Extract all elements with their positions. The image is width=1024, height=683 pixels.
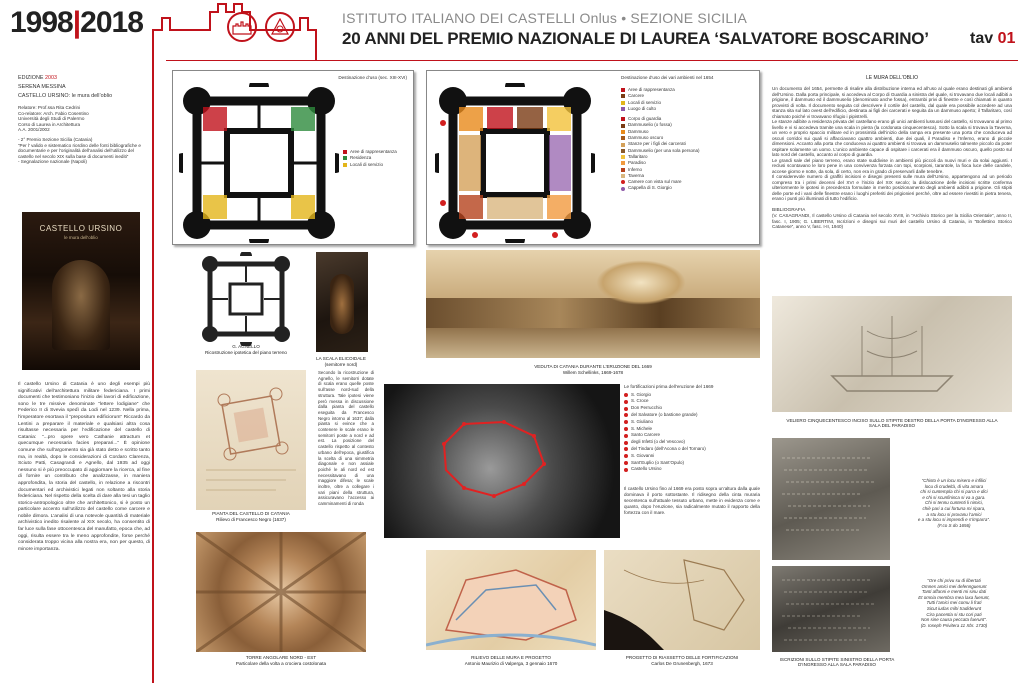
fortification-item (624, 405, 760, 412)
quote-line: chiè pari a cui fortuna mi ripara, (922, 505, 986, 511)
credit-line: Corso di Laurea in Architettura (18, 121, 81, 127)
edition-year: 2003 (44, 75, 57, 81)
rilievo-map (426, 550, 596, 650)
room-label: Dammuselio (per una sola persona) (628, 147, 700, 153)
tav-number: 01 (997, 30, 1016, 47)
fortifications-legend (624, 384, 760, 473)
plan1-legend (343, 149, 397, 168)
veduta-painting (426, 250, 760, 358)
quote-line: Cira pacentia si stu cori pati (926, 611, 982, 617)
legend-label: Locali di servizio (628, 99, 662, 105)
tav-word: tav (970, 30, 994, 47)
marker-item (621, 185, 700, 191)
inscription-photo-2 (772, 566, 890, 652)
negro-plan-image (196, 370, 306, 510)
mura-paragraph: Un documento del 1654, permette di risalire alla distribuzione interna ed all’uso al quale erano destinati gli ambienti dell’Ursino. Dalla porta principale, si accedeva al Corpo di Guardia a sinistra del quale, si trovavano due locali adibiti a prigione, il dammuso ed il dammuselio (denominato anche fossa), entrambi privi di finestre e così chiamati in quanto provvisti di volta. Il documento seguita col descrivere il cortile del castello, dal quale era possibile accedere ad una stanza sita sul lato ovest dell’edificio, destinata ai figli dei carcerati e seguita da un dammuso aperto; il Tallaritaro, così chiamato poiché vi trovavano rifugio i pipistrelli. (772, 86, 1012, 119)
room-label: Inferno (628, 166, 643, 172)
book-cover-subtitle: le mura dell'oblio (64, 235, 98, 240)
year-separator: | (72, 6, 81, 39)
progetto-caption-sub: Carlos De Grunenbergh, 1673 (651, 661, 713, 666)
quote-line: a stu locu si provanu l’amici (926, 511, 982, 517)
credit-line: A.A. 2001/2002 (18, 127, 50, 133)
section-logo (265, 12, 295, 42)
quote-line: Omnes amici mei defennguerunt (921, 583, 987, 589)
agnello-caption-sub: Ricostruzione ipotetica del piano terreno (205, 350, 287, 355)
plan2-panel (426, 70, 760, 245)
author: SERENA MESSINA (18, 84, 66, 90)
quote-author: (F.co S do 1656) (937, 522, 971, 528)
fortification-label: del Salvatore (o bastione grande) (631, 411, 698, 417)
legend-label: Aree di rappresentanza (628, 87, 675, 92)
fortification-label: S. Michele (631, 425, 653, 431)
plan2-drawing (435, 83, 595, 243)
quote-line: “Ore chi privu su di libertati (927, 578, 981, 583)
room-label: Taverna (628, 172, 645, 178)
edition-label: EDIZIONE (18, 75, 44, 81)
mura-text (772, 86, 1012, 230)
scala-text: Secondo la ricostruzione di Agnello, le semitorri dotate di scala erano quelle poste sull’asse nord-sud della struttura. Tale ipotesi viene però messa in discussione dalla pianta del castello eseguita da Francesco Negro intorno al 1637; dalla pianta si evince che a contenere le scale erano le semitorri poste a nord e ad est. La posizione del castello rispetto al contesto urbano dell’epoca, giustifica la scelta di una simmetria diagonale e non assiale poiché le ali nord ed est necessitavano di una maggiore difesa; le scale inoltre, oltre a collegare i vari piani della struttura, assicuravano l’accesso ai camminamenti di ronda (318, 370, 374, 507)
fortification-label: S. Croce (631, 398, 649, 404)
room-label: Corpo di guardia (628, 116, 662, 122)
mura-title: LE MURA DELL’OBLIO (866, 75, 918, 81)
fortification-item (624, 398, 760, 405)
fortification-label: degli Infetti (o del Vescovo) (631, 439, 686, 445)
fortification-item (624, 412, 760, 419)
quote-line: Et omnia membra mea laxa fuerunt, (918, 594, 990, 600)
legend-label: Residenza (350, 155, 372, 161)
fortification-label: Sant’Euplio (o Sant’Opulo) (631, 459, 685, 465)
room-label: Dammuso (628, 128, 649, 134)
plan2-title: Destinazione d’uso dei vari ambienti nel 1654 (621, 75, 714, 80)
book-cover-image (22, 212, 140, 370)
marker-label: Cappella di S. Giorgio (628, 185, 672, 191)
veliero-graffiti-photo (772, 296, 1012, 412)
award: - 2° Premio Sezione Sicilia (Catania) (18, 136, 93, 142)
room-label: Paradiso (628, 160, 646, 166)
mura-paragraph: Le grandi sale del piano terreno, erano state suddivise in ambienti più piccoli da nuovi muri e da solai aggiunti. I reclusi scontavano le loro pene in una convivenza forzata con topi, scorpioni, tarantole, la fioca luce delle candele, accese giorno e notte, da sola, di certo, non era in grado di preservarli dalle tenebre. (772, 157, 1012, 174)
mura-paragraph: Il considerevole numero di graffiti incisioni e disegni presenti sulle mura dell’Ursino, appartengono ad un periodo compreso tra i primi decenni del XVI e l’inizio del XIX secolo; la dislocazione delle incisioni scritte conferma ulteriormente le ipotesi in precedenza formulate in merito posizionamento degli ambienti adibiti a prigione. Gli stipiti delle porte ed i vani delle finestre erano i luoghi preferiti dei prigionieri perché, oltre ad essere rivestiti in pietra tenera, erano i punti più illuminati di tutto l’edificio. (772, 174, 1012, 201)
scala-subtitle: (semitorre nord) (324, 362, 358, 367)
veliero-caption: VELIERO CINQUECENTESCO INCISO SULLO STIPITE DESTRO DELLA PORTA D’INGRESSO ALLA SALA DEL PARADISO (786, 418, 998, 429)
room-label: Dammuselio (o fossa) (628, 122, 672, 128)
agnello-plan-image (196, 252, 296, 346)
room-label: Tallaritaro (628, 153, 648, 159)
quote-line: Tanti affanni e menti mi sinu dati (921, 589, 987, 595)
bibliography-text: (V. CASAGRANDI, Il castello Ursino di Catania nel secolo XVIII, in “Archivio Storico per la Sicilia Orientale”, anno II, fasc. I, 1905; G. LIBERTINI, Iscrizioni e disegni sui muri del castello Ursino di Catania, in “Bollettino Storico Catanese”, anno V, fasc. I-II, 1940) (772, 213, 1012, 230)
year-start: 1998 (10, 6, 73, 39)
header-years (10, 4, 143, 42)
quote-line: “Chisto è un locu misero e infilici (921, 478, 987, 483)
fortification-item (624, 446, 760, 453)
plan1-panel (172, 70, 414, 245)
org-line (342, 10, 747, 26)
intro-text: Il castello Ursino di Catania è uno degli esempi più significativi dell’architettura militare federiciana. I primi documenti che testimoniano l’inizio dei lavori di edificazione, sono le tre missive denominate “lettere lodigiane” che Federico II di Svevia spedì da Lodi nel 1239. Nella prima, l’imperatore esortava il “prepositum edificiorum” Riccardo da Lentini a preparare il materiale e qualsiasi altra cosa risultasse necessaria per l’edificazione del castello di Catania: “...pro opere vero Cathanie attractum et quecumque necessaria facies preparari...” È opinione comune che sull’argomento sia già stato detto e scritto tanto ma, in realtà, dopo le considerazioni di Cordaro Clarenza, Sciuto Patti, Casagrandi e Agnello, dal 1935 ad oggi nessuno si è più preoccupato di aggiornare la ricerca, al fine di fornire un contributo che analizzasse, in maniera approfondita, la storia del castello, in relazione a riscontri documentari ed archivistici legati non soltanto alla storia federiciana. Nel rispetto della scelta di dare alla tesi un taglio storico-antropologico oltre che architettonico, si è posto un particolare accento sull’utilizzo del castello come carcere e nobile dimora. L’analisi di una notevole quantità di materiale archivistico inedito risalente al XIX secolo, ha consentito di far luce sulla fase ottocentesca del manufatto, epoca che, ad oggi, risulta essere tra le meno approfondite, forse perché considerata troppo vicina alla nostra era, non per questo, di minore importanza. (18, 382, 150, 552)
veduta-caption-sub: Willem Schellinks, 1669-1678 (562, 370, 624, 375)
credit-line: Università degli Studi di Palermo (18, 116, 85, 122)
fortification-label: Santo Carcere (631, 432, 661, 438)
fortification-label: Don Perrucchio (631, 405, 663, 411)
header-rule (166, 60, 1018, 61)
org-bullet: • (621, 10, 627, 26)
edition-line (18, 74, 150, 83)
legend-label: Locali di servizio (350, 161, 384, 167)
progetto-caption-title: PROGETTO DI RIASSETTO DELLE FORTIFICAZIONI (625, 655, 739, 660)
bibliography-title: BIBLIOGRAFIA (772, 207, 806, 213)
fortification-item (624, 460, 760, 467)
rilievo-caption-title: RILIEVO DELLE MURA E PROGETTO (471, 655, 551, 660)
marker-label: Camere con vista sul mare (628, 179, 682, 185)
tower-caption-title: TORRE ANGOLARE NORD - EST (245, 655, 317, 660)
room-label: Dammuso oscuro (628, 135, 664, 141)
main-title: 20 ANNI DEL PREMIO NAZIONALE DI LAUREA ‘SALVATORE BOSCARINO’ (342, 29, 929, 48)
legend-item (343, 162, 397, 168)
edition-block (18, 74, 150, 165)
quote2-block (892, 578, 1016, 628)
plan1-drawing (179, 83, 339, 243)
quote1-block (892, 478, 1016, 528)
quote-line: locu di crudeltà, di vita amara (924, 483, 984, 489)
quote-line: e a stu locu si imprendi e s’imparra”. (917, 517, 991, 523)
fortification-item (624, 453, 760, 460)
fortifications-text: Il castello Ursino fino al 1669 era posto sopra un’altura dalla quale dominava il porto sottostante. Il ridisegno della cinta muraria secentesca sull’attuale tessuto urbano, mette in evidenza come e quanto, dopo l’eruzione, sia radicalmente mutato il rapporto della fortezza con il mare. (624, 486, 760, 515)
quote-line: Tutti l’amici mei comu li frati (926, 600, 982, 606)
quote-line: Non sine causa peccata fuerunt”. (920, 617, 988, 623)
agnello-caption-title: G. AGNELLO (232, 344, 260, 349)
org-section: SEZIONE SICILIA (630, 10, 747, 26)
negro-caption-sub: Rilievo di Francesco Negro (1637) (216, 517, 286, 522)
award-secondary: - Segnalazione nazionale (Napoli) (18, 159, 87, 165)
room-label: Stanze per i figli dei carcerati (628, 141, 686, 147)
year-end: 2018 (80, 6, 143, 39)
rilievo-caption-sub: Antonio Maurizio di Valperga, 3 gennaio 1670 (464, 661, 558, 666)
fortification-item (624, 419, 760, 426)
org-title: ISTITUTO ITALIANO DEI CASTELLI Onlus (342, 10, 618, 26)
plan1-title: Destinazione d’uso (sec. XIII-XVI) (338, 75, 407, 80)
quote-line: e chi si scunfinisca si va a gara. (922, 494, 986, 500)
credit-line: Co-relatore: Arch. Fabio Cosentino (18, 110, 89, 116)
scala-title: LA SCALA ELICOIDALE (316, 356, 366, 361)
quote-line: Sicut iudas mihi tradiderunt (926, 605, 982, 611)
thesis-title: CASTELLO URSINO: le mura dell’oblio (18, 93, 113, 99)
tower-vault-photo (196, 532, 366, 652)
mura-paragraph: Le stanze adibite a residenza privata del castellano erano gli unici ambienti lussuosi del castello, si trovavano al primo livello e vi si accedeva tramite una scala in pietra (la cordonata cinquecentesca). Sotto la scala si trovava la Taverna, un vero e proprio spaccio militare ed in prossimità dell’inizio della rampa era presente una porta che conduceva ad oscuri corridoi sui quali si affacciavano quattro ambienti, due dei quali, il Paradiso e l’Inferno, erano di piccole dimensioni. Accanto alla porta che conduceva ai quattro ambienti si trovava un dammuselio talmente piccolo da poter ospitare solamente un uomo. L’unico ambiente capace di ospitare i carcerati era il dammuso oscuro, quello posto sul lato nord del castello, accanto al corpo di guardia. (772, 119, 1012, 157)
legend-label: Carcere (628, 93, 645, 99)
fortification-label: S. Giovanni (631, 452, 655, 458)
quote-line: Chi si tennu cuntenti li nimici, (924, 500, 984, 506)
fortification-label: del Tindaro (dell’Acona o del Tornaro) (631, 445, 706, 451)
fortification-label: S. Giorgio (631, 391, 652, 397)
plan2-legend (621, 87, 700, 192)
fortification-item (624, 466, 760, 473)
fortification-item (624, 439, 760, 446)
tower-caption-sub: Particolare della volta a crociera costolonata (235, 661, 327, 666)
legend-label: Luogo di culto (628, 105, 657, 111)
inscriptions-caption: ISCRIZIONI SULLO STIPITE SINISTRO DELLA PORTA D’INGRESSO ALLA SALA PARADISO (779, 657, 895, 668)
institute-logo (227, 12, 257, 42)
book-cover-title: CASTELLO URSINO (39, 224, 123, 233)
spiral-stair-photo (316, 252, 368, 352)
quote-line: (D. Ioseph Privitera 11 Xbr. 1730) (920, 622, 988, 628)
fortifications-map (384, 384, 620, 538)
award-motivation: “Per l’ valido e sistematico riordino delle fonti bibliografiche e documentarie e per l’originalità dell’analisi dell’utilizzo del castello nel secolo XIX sulla base di documenti inediti” (18, 142, 141, 159)
fortification-item (624, 392, 760, 399)
negro-caption-title: PIANTA DEL CASTELLO DI CATANIA (212, 511, 290, 516)
fortification-label: S. Giuliano (631, 418, 654, 424)
quote-line: chi si cuntempla chi si parra e dici (920, 489, 988, 495)
fortification-item (624, 432, 760, 439)
fortification-item (624, 426, 760, 433)
legend-label: Aree di rappresentanza (350, 149, 397, 154)
credit-line: Relatore: Prof.ssa Rita Cedrini (18, 105, 81, 110)
veduta-caption-title: VEDUTA DI CATANIA DURANTE L’ERUZIONE DEL 1669 (534, 364, 652, 369)
fortifications-title: Le fortificazioni prima dell’eruzione del 1669 (624, 384, 714, 389)
inscription-photo-1 (772, 438, 890, 560)
progetto-map (604, 550, 760, 650)
tav-label (970, 30, 1015, 48)
fortification-label: Castello Ursino (631, 466, 662, 472)
